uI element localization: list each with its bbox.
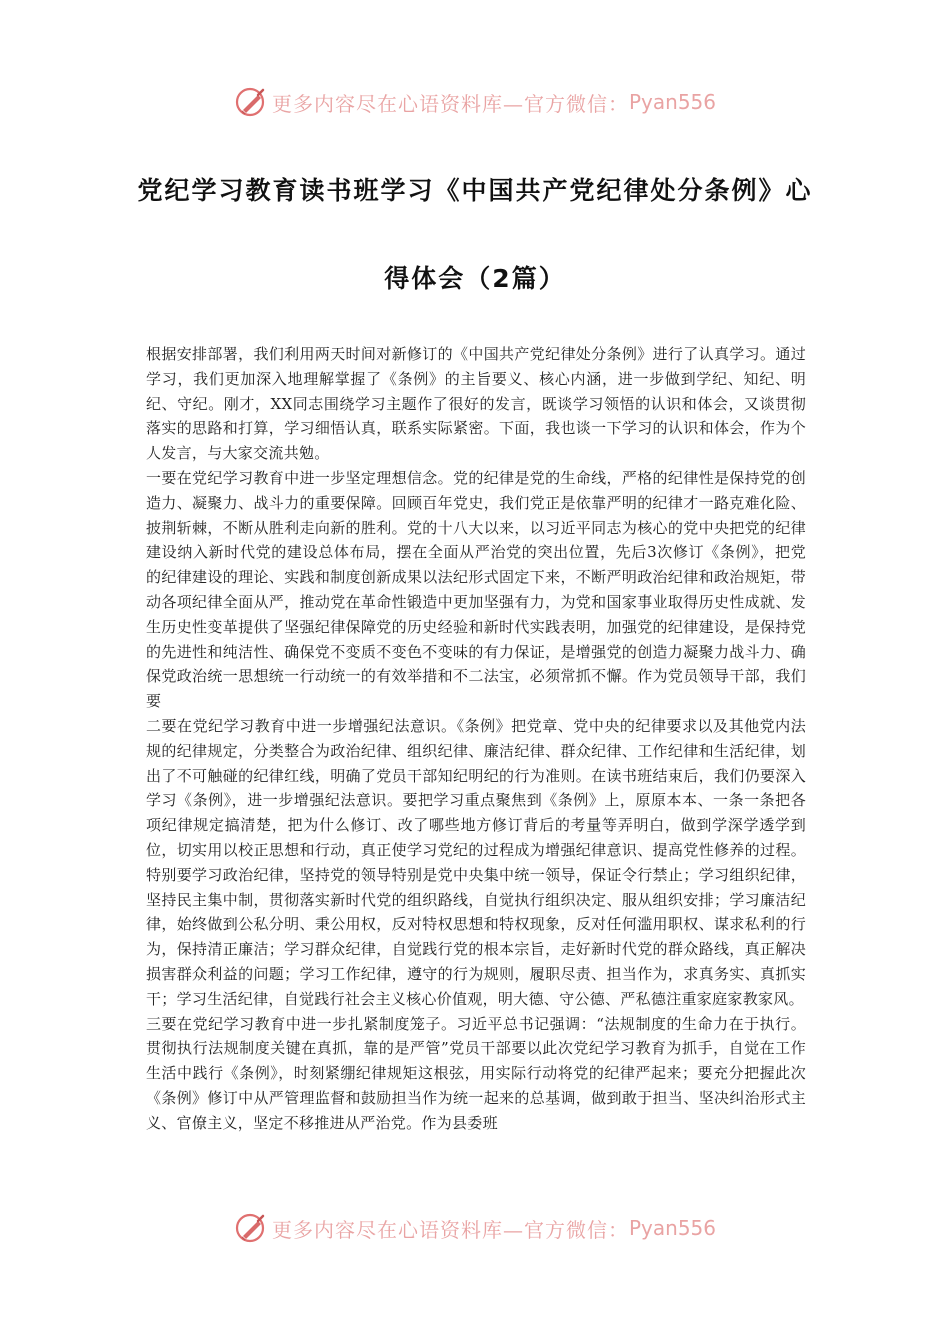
banner-text: 更多内容尽在心语资料库—官方微信：	[271, 91, 629, 116]
document-title-line-2: 得体会（2篇）	[384, 264, 566, 293]
document-title-line-1: 党纪学习教育读书班学习《中国共产党纪律处分条例》心	[137, 176, 813, 205]
document-body	[146, 342, 806, 1136]
banner-text: 更多内容尽在心语资料库—官方微信：	[271, 1217, 629, 1242]
pen-logo-icon	[234, 85, 268, 119]
body-paragraph-3: 三要在党纪学习教育中进一步扎紧制度笼子。习近平总书记强调：“法规制度的生命力在于执行。贯彻执行法规制度关键在真抓，靠的是严管”党员干部要以此次党纪学习教育为抓手，自觉在工作生活中践行《条例》，时刻紧绷纪律规矩这根弦，用实际行动将党的纪律严起来；要充分把握此次《条例》修订中从严管理监督和鼓励担当作为统一起来的总基调，做到敢于担当、坚决纠治形式主义、官僚主义，坚定不移推进从严治党。作为县委班	[146, 1014, 806, 1132]
body-paragraph-2: 二要在党纪学习教育中进一步增强纪法意识。《条例》把党章、党中央的纪律要求以及其他党内法规的纪律规定，分类整合为政治纪律、组织纪律、廉洁纪律、群众纪律、工作纪律和生活纪律，划出了不可触碰的纪律红线，明确了党员干部知纪明纪的行为准则。在读书班结束后，我们仍要深入学习《条例》，进一步增强纪法意识。要把学习重点聚焦到《条例》上，原原本本、一条一条把各项纪律规定搞清楚，把为什么修订、改了哪些地方修订背后的考量等弄明白，做到学深学透学到位，切实用以校正思想和行动，真正使学习党纪的过程成为增强纪律意识、提高党性修养的过程。特别要学习政治纪律，坚持党的领导特别是党中央集中统一领导，保证令行禁止；学习组织纪律，坚持民主集中制，贯彻落实新时代党的组织路线，自觉执行组织决定、服从组织安排；学习廉洁纪律，始终做到公私分明、秉公用权，反对特权思想和特权现象，反对任何滥用职权、谋求私利的行为，保持清正廉洁；学习群众纪律，自觉践行党的根本宗旨，走好新时代党的群众路线，真正解决损害群众利益的问题；学习工作纪律，遵守的行为规则，履职尽责、担当作为，求真务实、真抓实干；学习生活纪律，自觉践行社会主义核心价值观，明大德、守公德、严私德注重家庭家教家风。	[146, 716, 806, 1008]
footer-watermark-banner	[0, 1206, 950, 1250]
banner-wechat-id: Pyan556	[628, 1216, 716, 1240]
pen-logo-icon	[234, 1211, 268, 1245]
header-watermark-banner	[0, 80, 950, 124]
body-paragraph-1: 一要在党纪学习教育中进一步坚定理想信念。党的纪律是党的生命线，严格的纪律性是保持党的创造力、凝聚力、战斗力的重要保障。回顾百年党史，我们党正是依靠严明的纪律才一路克难化险、披荆斩棘，不断从胜利走向新的胜利。党的十八大以来，以习近平同志为核心的党中央把党的纪律建设纳入新时代党的建设总体布局，摆在全面从严治党的突出位置，先后3次修订《条例》，把党的纪律建设的理论、实践和制度创新成果以法纪形式固定下来，不断严明政治纪律和政治规矩，带动各项纪律全面从严，推动党在革命性锻造中更加坚强有力，为党和国家事业取得历史性成就、发生历史性变革提供了坚强纪律保障党的历史经验和新时代实践表明，加强党的纪律建设，是保持党的先进性和纯洁性、确保党不变质不变色不变味的有力保证，是增强党的创造力凝聚力战斗力、确保党政治统一思想统一行动统一的有效举措和不二法宝，必须常抓不懈。作为党员领导干部，我们要	[146, 468, 806, 711]
body-paragraph-intro: 根据安排部署，我们利用两天时间对新修订的《中国共产党纪律处分条例》进行了认真学习。通过学习，我们更加深入地理解掌握了《条例》的主旨要义、核心内涵，进一步做到学纪、知纪、明纪、守纪。刚才，XX同志围绕学习主题作了很好的发言，既谈学习领悟的认识和体会，又谈贯彻落实的思路和打算，学习细悟认真，联系实际紧密。下面，我也谈一下学习的认识和体会，作为个人发言，与大家交流共勉。	[146, 345, 806, 463]
banner-wechat-id: Pyan556	[628, 90, 716, 114]
